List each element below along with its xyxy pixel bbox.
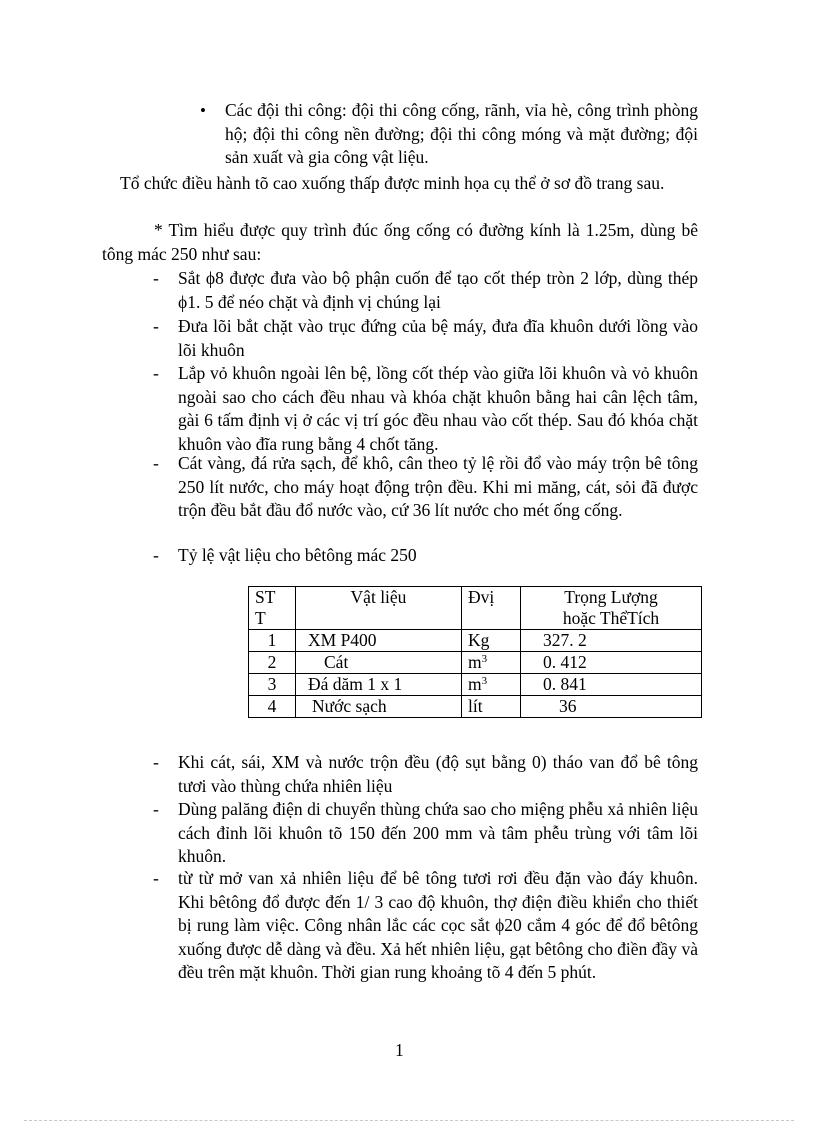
step-item: Cát vàng, đá rửa sạch, để khô, cân theo tỷ lệ rồi đổ vào máy trộn bê tông 250 lít nước, cho máy hoạt động trộn đều. Khi mi măng, cát, sỏi đã được trộn đều bắt đầu đổ nước vào, cứ 36 lít nước cho mét ống cống. <box>178 453 698 520</box>
step-item: Lắp vỏ khuôn ngoài lên bệ, lồng cốt thép vào giữa lõi khuôn và vỏ khuôn ngoài sao cho cách đều nhau và khóa chặt khuôn bằng hai cân lệch tâm, gài 6 tấm định vị ở các vị trí góc đều nhau vào cốt thép. Sau đó khóa chặt khuôn vào đĩa rung bằng 4 chốt tăng. <box>178 363 698 454</box>
table-row <box>249 652 702 674</box>
cell-material: Nước sạch <box>296 696 462 718</box>
cell-unit: $m^3$ <box>462 674 521 696</box>
cell-stt: 1 <box>249 630 296 652</box>
step-item: Đưa lõi bắt chặt vào trục đứng của bệ máy, đưa đĩa khuôn dưới lồng vào lõi khuôn <box>178 316 698 360</box>
cell-value: 327. 2 <box>521 630 702 652</box>
paragraph-organization: Tổ chức điều hành tõ cao xuống thấp được minh họa cụ thể ở sơ đồ trang sau. <box>120 173 665 193</box>
dash-icon: - <box>153 268 159 288</box>
cell-material: XM P400 <box>296 630 462 652</box>
step-item: Tỷ lệ vật liệu cho bêtông mác 250 <box>178 545 417 565</box>
cell-unit: Kg <box>462 630 521 652</box>
dash-icon: - <box>153 316 159 336</box>
dash-icon: - <box>153 799 159 819</box>
header-stt: ST T <box>249 587 296 630</box>
cell-value: 0. 841 <box>521 674 702 696</box>
table-row <box>249 674 702 696</box>
step-item: Sắt ϕ8 được đưa vào bộ phận cuốn để tạo cốt thép tròn 2 lớp, dùng thép ϕ1. 5 để néo chặt và định vị chúng lại <box>178 268 698 312</box>
table-row <box>249 630 702 652</box>
step-item: từ từ mở van xả nhiên liệu để bê tông tươi rơi đều đặn vào đáy khuôn. Khi bêtông đổ được đến 1/ 3 cao độ khuôn, thợ điện điều khiển cho thiết bị rung làm việc. Công nhân lắc các cọc sắt ϕ20 cắm 4 góc để đổ bêtông xuống được dễ dàng và đều. Xả hết nhiên liệu, gạt bêtông cho điền đầy và đều trên mặt khuôn. Thời gian rung khoảng tõ 4 đến 5 phút. <box>178 868 698 982</box>
bullet-icon: • <box>200 101 206 120</box>
bullet-item-teams: Các đội thi công: đội thi công cống, rãnh, vỉa hè, công trình phòng hộ; đội thi công nền đường; đội thi công móng và mặt đường; đội sản xuất và gia công vật liệu. <box>225 100 698 167</box>
step-item: Dùng palăng điện di chuyển thùng chứa sao cho miệng phễu xả nhiên liệu cách đỉnh lõi khuôn tõ 150 đến 200 mm và tâm phễu trùng với tâm lõi khuôn. <box>178 799 698 866</box>
cell-unit: $m^3$ <box>462 652 521 674</box>
dash-icon: - <box>153 868 159 888</box>
header-weight: Trọng Lượng hoặc ThểTích <box>521 587 702 630</box>
paragraph-process-intro: * Tìm hiểu được quy trình đúc ống cống có đường kính là 1.25m, dùng bê tông mác 250 như sau: <box>102 220 698 264</box>
table-row <box>249 696 702 718</box>
header-material: Vật liệu <box>296 587 462 630</box>
page-divider <box>24 1120 794 1121</box>
table-header-row <box>249 587 702 630</box>
dash-icon: - <box>153 752 159 772</box>
page-number: 1 <box>395 1040 404 1060</box>
dash-icon: - <box>153 545 159 565</box>
dash-icon: - <box>153 453 159 473</box>
header-unit: Đvị <box>462 587 521 630</box>
cell-value: 0. 412 <box>521 652 702 674</box>
cell-stt: 4 <box>249 696 296 718</box>
cell-material: Đá dăm 1 x 1 <box>296 674 462 696</box>
step-item: Khi cát, sái, XM và nước trộn đều (độ sụt bằng 0) tháo van đổ bê tông tươi vào thùng chứa nhiên liệu <box>178 752 698 796</box>
cell-stt: 3 <box>249 674 296 696</box>
cell-stt: 2 <box>249 652 296 674</box>
material-table <box>248 586 702 718</box>
cell-material: Cát <box>296 652 462 674</box>
dash-icon: - <box>153 363 159 383</box>
cell-value: 36 <box>521 696 702 718</box>
cell-unit: lít <box>462 696 521 718</box>
